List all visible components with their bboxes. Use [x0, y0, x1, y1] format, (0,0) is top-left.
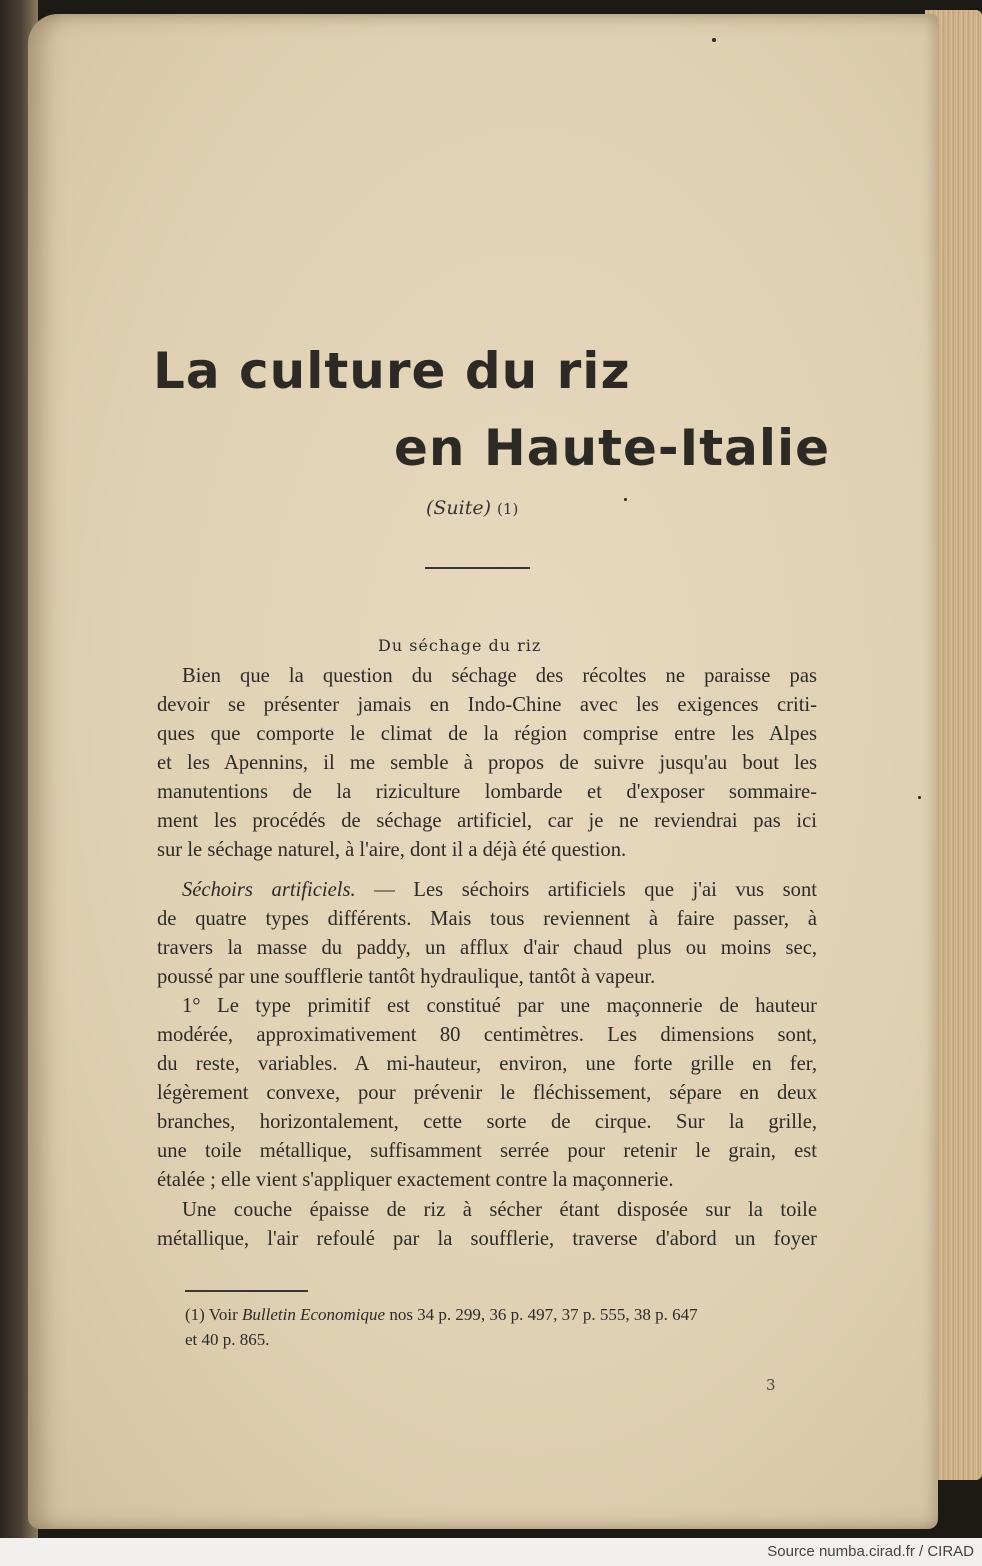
paper-speck — [918, 796, 921, 799]
text-line: légèrement convexe, pour prévenir le fléchissement, sépare en deux — [157, 1082, 817, 1104]
article-title-line-2: en Haute-Italie — [394, 419, 831, 477]
text-line: poussé par une soufflerie tantôt hydraulique, tantôt à vapeur. — [157, 966, 656, 988]
text-line: modérée, approximativement 80 centimètres. Les dimensions sont, — [157, 1024, 817, 1046]
text-line: Bien que la question du séchage des récoltes ne paraisse pas — [182, 665, 817, 687]
text-line: travers la masse du paddy, un afflux d'air chaud plus ou moins sec, — [157, 937, 817, 959]
text-line: ques que comporte le climat de la région comprise entre les Alpes — [157, 723, 817, 745]
text-line: de quatre types différents. Mais tous reviennent à faire passer, à — [157, 908, 817, 930]
text-line: du reste, variables. A mi-hauteur, environ, une forte grille en fer, — [157, 1053, 817, 1075]
footnote — [185, 1302, 817, 1352]
text-line — [157, 876, 817, 905]
text-line: une toile métallique, suffisamment serrée pour retenir le grain, est — [157, 1140, 817, 1162]
text-line: et les Apennins, il me semble à propos de suivre jusqu'au bout les — [157, 752, 817, 774]
line-rest: — Les séchoirs artificiels que j'ai vus sont — [355, 879, 818, 901]
paper-speck — [624, 498, 627, 501]
section-heading: Du séchage du riz — [378, 636, 542, 655]
paragraph-4 — [157, 1196, 817, 1254]
text-line: manutentions de la riziculture lombarde et d'exposer sommaire- — [157, 781, 817, 803]
text-line: métallique, l'air refoulé par la soufflerie, traverse d'abord un foyer — [157, 1228, 817, 1250]
suite-footnote-ref: (1) — [497, 500, 519, 518]
text-line: devoir se présenter jamais en Indo-Chine avec les exigences criti- — [157, 694, 817, 716]
footnote-prefix: (1) Voir — [185, 1305, 242, 1324]
paragraph-3 — [157, 992, 817, 1195]
article-title-line-1: La culture du riz — [153, 342, 631, 400]
paragraph-2 — [157, 876, 817, 992]
suite-label — [426, 497, 518, 519]
footnote-divider — [185, 1290, 308, 1292]
source-credit: Source numba.cirad.fr / CIRAD — [767, 1543, 974, 1560]
text-line: 1° Le type primitif est constitué par une maçonnerie de hauteur — [182, 995, 817, 1017]
page-signature-mark: 3 — [766, 1376, 776, 1394]
suite-text: (Suite) — [426, 497, 492, 519]
text-line: Une couche épaisse de riz à sécher étant disposée sur la toile — [182, 1199, 817, 1221]
paper-speck — [712, 38, 716, 42]
footnote-line-2: et 40 p. 865. — [185, 1330, 270, 1349]
footnote-line-1 — [185, 1302, 817, 1327]
text-line: branches, horizontalement, cette sorte de cirque. Sur la grille, — [157, 1111, 817, 1133]
italic-lead: Séchoirs artificiels. — [182, 879, 356, 901]
title-divider — [425, 567, 530, 569]
text-line: étalée ; elle vient s'appliquer exactement contre la maçonnerie. — [157, 1169, 674, 1191]
book-page — [28, 14, 938, 1529]
paragraph-1 — [157, 662, 817, 865]
footnote-journal: Bulletin Economique — [242, 1305, 386, 1324]
text-line: ment les procédés de séchage artificiel, car je ne reviendrai pas ici — [157, 810, 817, 832]
footnote-refs: nos 34 p. 299, 36 p. 497, 37 p. 555, 38 p. 647 — [385, 1305, 698, 1324]
text-line: sur le séchage naturel, à l'aire, dont il a déjà été question. — [157, 839, 627, 861]
